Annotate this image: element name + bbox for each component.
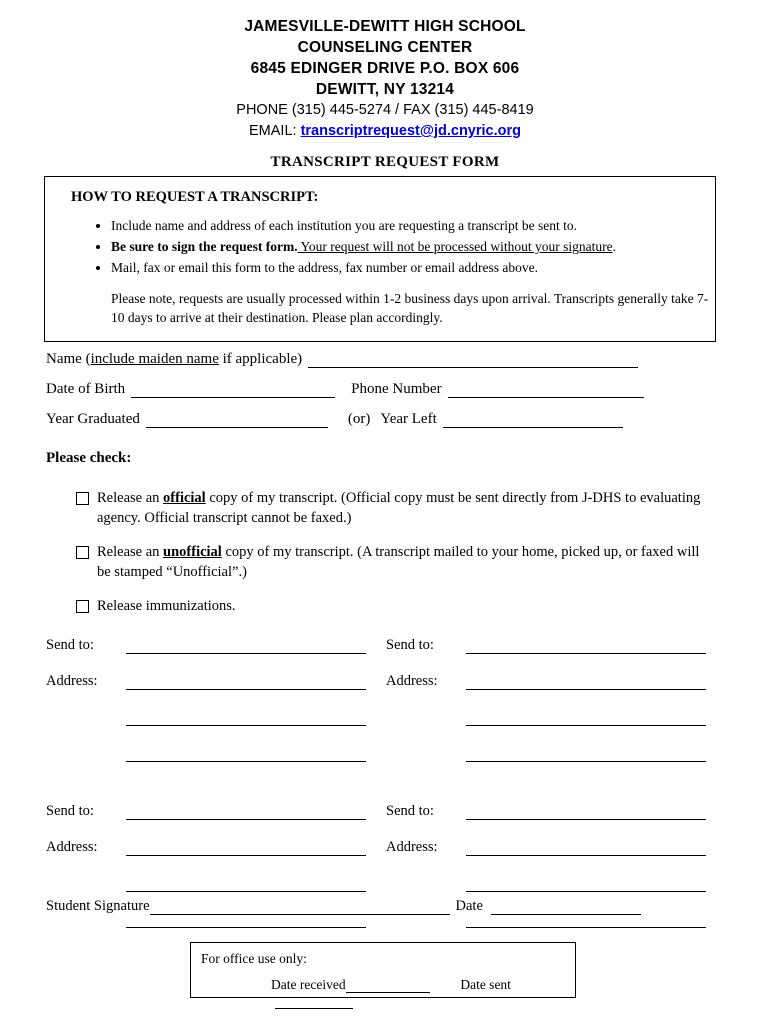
office-use-fields [201,977,575,1009]
email-label: EMAIL: [249,123,301,139]
address-label: Address: [386,673,438,689]
date-sent-input[interactable] [275,995,353,1009]
instructions-bullet-list [59,216,701,277]
recipient1-address-cell-2 [46,711,386,726]
or-label: (or) [347,411,371,427]
recipients-grid [46,618,726,928]
bullet-bold-text: Be sure to sign the request form. [111,239,298,254]
name-row [46,338,726,368]
send-to-label: Send to: [386,803,434,819]
list-item [111,258,701,277]
recipient1-address-input-1[interactable] [126,675,366,690]
date-received-input[interactable] [346,979,430,993]
office-use-title: For office use only: [201,951,307,966]
recipient1-address-input-3[interactable] [126,747,366,762]
recipient4-address-input-3[interactable] [466,913,706,928]
year-row [46,398,726,428]
recipient-address-row-2 [46,690,726,726]
recipient4-address-input-2[interactable] [466,877,706,892]
recipient1-send-input[interactable] [126,639,366,654]
name-label: Name (include maiden name if applicable) [46,351,303,367]
recipient-address-row-3 [46,726,726,762]
instructions-box [44,176,716,342]
send-to-label: Send to: [386,637,434,653]
option-immunizations-row[interactable] [76,596,716,616]
recipient1-address-input-2[interactable] [126,711,366,726]
phone-fax-line: PHONE (315) 445-5274 / FAX (315) 445-8419 [236,102,534,118]
bullet-text: Mail, fax or email this form to the address, fax number or email address above. [111,260,538,275]
city-state-zip: DEWITT, NY 13214 [315,81,455,98]
bullet-text-after: . [612,239,616,254]
send-to-label: Send to: [46,637,94,653]
recipient2-send-input[interactable] [466,639,706,654]
option-immunizations-label: Release immunizations. [97,598,236,614]
date-of-birth-label: Date of Birth [46,381,126,397]
recipient3-address-input-2[interactable] [126,877,366,892]
recipient1-address-cell [46,673,386,690]
option-official-row[interactable] [76,488,716,528]
email-line [0,121,770,142]
send-to-label: Send to: [46,803,94,819]
date-of-birth-input[interactable] [131,382,335,398]
recipient3-send-cell [46,803,386,820]
recipient1-address-cell-3 [46,747,386,762]
signature-row [46,898,726,915]
year-left-label: Year Left [380,411,437,427]
year-graduated-input[interactable] [146,412,328,428]
recipient2-address-cell-3 [386,747,726,762]
email-link[interactable]: transcriptrequest@jd.cnyric.org [300,123,521,139]
office-use-box [190,942,576,998]
release-options [76,488,716,630]
recipient4-send-cell [386,803,726,820]
recipient3-send-row [46,784,726,820]
recipient3-send-input[interactable] [126,805,366,820]
recipient1-send-row [46,618,726,654]
bullet-text: Include name and address of each institution you are requesting a transcript be sent to. [111,218,577,233]
list-item [111,237,701,256]
option-official-label: Release an official copy of my transcript. (Official copy must be sent directly from J-DHS to evaluating agency. Official transcript cannot be faxed.) [97,490,701,526]
recipient3-address-row [46,820,726,856]
recipient2-address-cell [386,673,726,690]
department-name: COUNSELING CENTER [297,39,473,56]
checkbox-unofficial[interactable] [76,546,89,559]
address-label: Address: [46,839,98,855]
please-check-heading: Please check: [46,450,132,466]
student-signature-input[interactable] [150,900,450,915]
date-received-label: Date received [271,977,346,992]
recipient4-address-cell [386,839,726,856]
name-input[interactable] [308,352,638,368]
list-item [111,216,701,235]
checkbox-immunizations[interactable] [76,600,89,613]
recipient4-send-input[interactable] [466,805,706,820]
recipient3-address-input-3[interactable] [126,913,366,928]
recipient1-address-row [46,654,726,690]
date-sent-label: Date sent [460,977,511,992]
signature-date-input[interactable] [491,900,641,915]
recipient3-address-cell-2 [46,877,386,892]
address-label: Address: [386,839,438,855]
recipient2-address-cell-2 [386,711,726,726]
checkbox-official[interactable] [76,492,89,505]
recipient3-address-input-1[interactable] [126,841,366,856]
recipient2-address-input-1[interactable] [466,675,706,690]
phone-number-label: Phone Number [351,381,442,397]
instructions-note: Please note, requests are usually processed within 1-2 business days upon arrival. Transcripts generally take 7-10 days to arrive at their destination. Please plan accordingly. [111,291,709,325]
recipient4-address-input-1[interactable] [466,841,706,856]
recipient2-send-cell [386,637,726,654]
recipient2-address-input-2[interactable] [466,711,706,726]
recipient4-address-cell-3 [386,913,726,928]
street-address: 6845 EDINGER DRIVE P.O. BOX 606 [250,60,520,77]
option-unofficial-row[interactable] [76,542,716,582]
phone-number-input[interactable] [448,382,644,398]
letterhead [0,0,770,171]
date-label: Date [455,898,483,914]
recipient3-address-cell-3 [46,913,386,928]
recipient-address-row-5 [46,856,726,892]
dob-phone-row [46,368,726,398]
bullet-underline-text: Your request will not be processed without your signature [297,239,613,254]
applicant-fields [46,338,726,428]
student-signature-label: Student Signature [46,898,150,914]
recipient1-send-cell [46,637,386,654]
school-name: JAMESVILLE-DEWITT HIGH SCHOOL [244,18,526,35]
form-title: TRANSCRIPT REQUEST FORM [270,154,500,170]
recipient3-address-cell [46,839,386,856]
recipient2-address-input-3[interactable] [466,747,706,762]
year-graduated-label: Year Graduated [46,411,140,427]
option-unofficial-label: Release an unofficial copy of my transcript. (A transcript mailed to your home, picked up, or faxed will be stamped “Unofficial”.) [97,544,700,580]
address-label: Address: [46,673,98,689]
recipient4-address-cell-2 [386,877,726,892]
instructions-title: HOW TO REQUEST A TRANSCRIPT: [71,189,319,205]
year-left-input[interactable] [443,412,623,428]
